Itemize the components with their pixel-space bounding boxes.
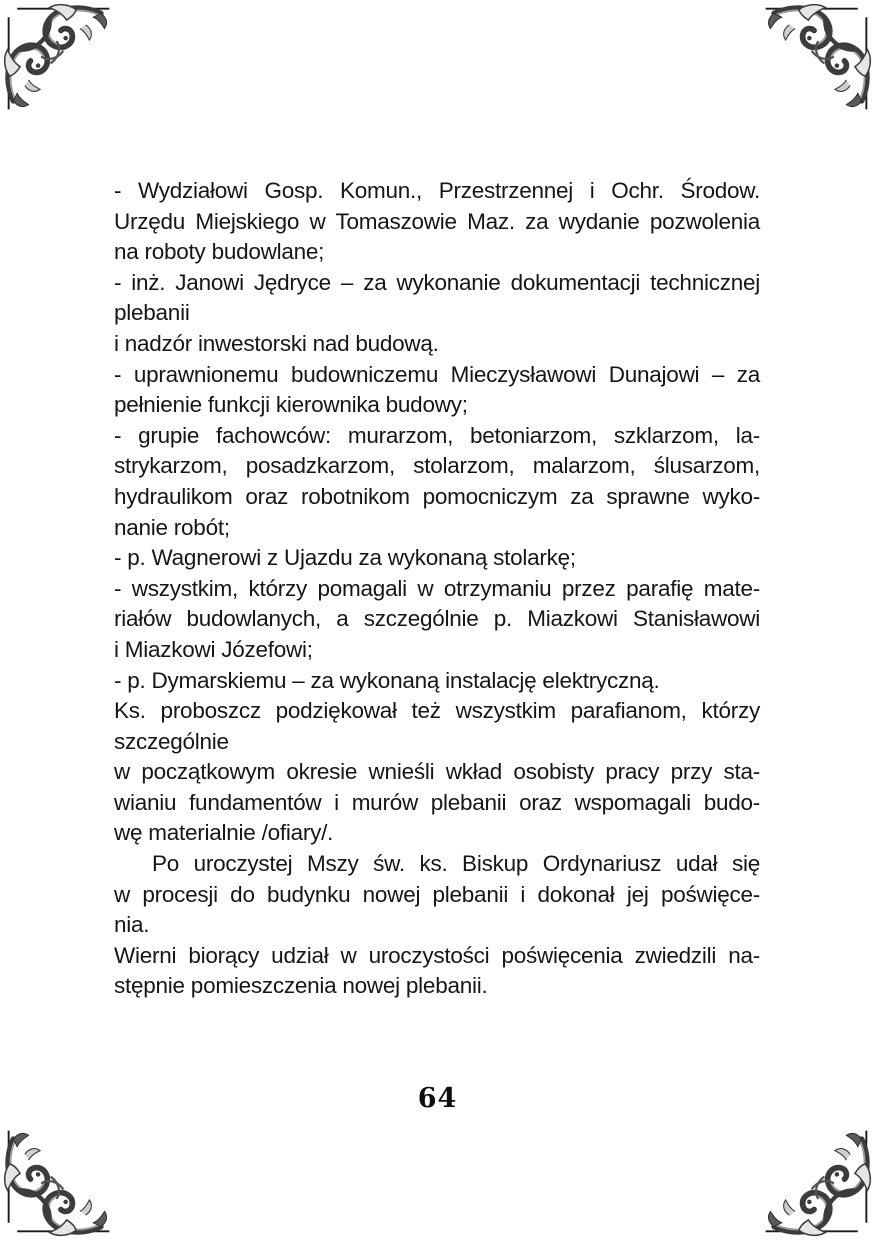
text-line: - p. Dymarskiemu – za wykonaną instalację elektryczną. [114, 667, 660, 693]
text-line: Urzędu Miejskiego w Tomaszowie Maz. za wydanie pozwolenia [114, 208, 760, 234]
text-line: nia. [114, 912, 150, 938]
corner-flourish-top-left-icon [2, 2, 116, 116]
text-line: nanie robót; [114, 514, 230, 540]
text-line: - uprawnionemu budowniczemu Mieczysławowi Dunajowi – za [114, 361, 760, 387]
text-line: w początkowym okresie wnieśli wkład osobisty pracy przy sta- [114, 759, 760, 785]
body-text [114, 176, 760, 1002]
text-line: stępnie pomieszczenia nowej plebanii. [114, 973, 488, 999]
text-line: szczególnie [114, 728, 229, 754]
text-line: i nadzór inwestorski nad budową. [114, 330, 439, 356]
text-line: hydraulikom oraz robotnikom pomocniczym za sprawne wyko- [114, 483, 760, 509]
text-line: - inż. Janowi Jędryce – za wykonanie dokumentacji technicznej [114, 269, 760, 295]
text-line: w procesji do budynku nowej plebanii i dokonał jej poświęce- [114, 881, 760, 907]
text-line: na roboty budowlane; [114, 239, 325, 265]
text-line: Ks. proboszcz podziękował też wszystkim parafianom, którzy [114, 698, 760, 724]
text-line: strykarzom, posadzkarzom, stolarzom, malarzom, ślusarzom, [114, 453, 760, 479]
text-line: pełnienie funkcji kierownika budowy; [114, 392, 468, 418]
text-line: wę materialnie /ofiary/. [114, 820, 334, 846]
corner-flourish-bottom-left-icon [2, 1124, 116, 1238]
text-line: i Miazkowi Józefowi; [114, 636, 313, 662]
text-line: - Wydziałowi Gosp. Komun., Przestrzennej i Ochr. Środow. [114, 178, 760, 203]
corner-flourish-top-right-icon [759, 2, 873, 116]
text-line: Po uroczystej Mszy św. ks. Biskup Ordynariusz udał się [152, 851, 760, 877]
text-line: wianiu fundamentów i murów plebanii oraz wspomagali budo- [114, 789, 760, 815]
text-line: plebanii [114, 300, 190, 326]
page-number: 64 [417, 1083, 458, 1114]
text-line: Wierni biorący udział w uroczystości poświęcenia zwiedzili na- [114, 942, 760, 968]
corner-flourish-bottom-right-icon [759, 1124, 873, 1238]
text-line: - wszystkim, którzy pomagali w otrzymaniu przez parafię mate- [114, 575, 760, 601]
text-line: - p. Wagnerowi z Ujazdu za wykonaną stolarkę; [114, 545, 576, 571]
text-line: riałów budowlanych, a szczególnie p. Miazkowi Stanisławowi [114, 606, 760, 632]
text-line: - grupie fachowców: murarzom, betoniarzom, szklarzom, la- [114, 422, 760, 448]
